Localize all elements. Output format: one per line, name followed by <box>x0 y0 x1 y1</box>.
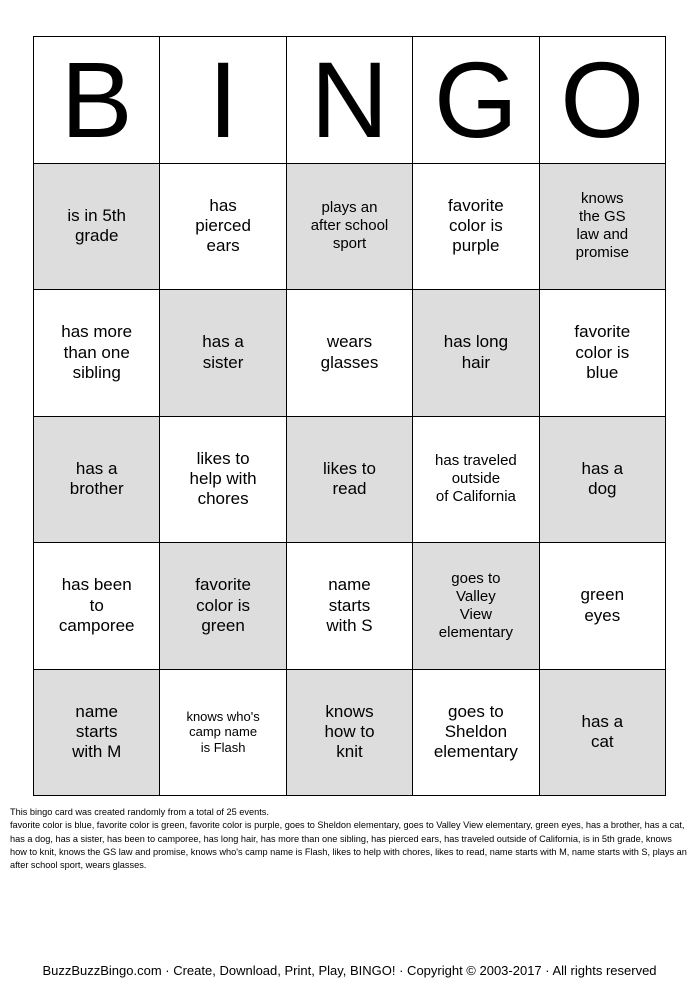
card-info-events: favorite color is blue, favorite color is green, favorite color is purple, goes to Sheldon elementary, goes to Valley View elementary, green eyes, has a brother, has a cat, has a dog, has a sister, has been to camporee, has long hair, has more than one sibling, has pierced ears, has traveled outside of California, is in 5th grade, knows how to knit, knows the GS law and promise, knows who's camp name is Flash, likes to help with chores, likes to read, name starts with M, name starts with S, plays an after school sport, wears glasses. <box>10 820 687 871</box>
bingo-cell: has a brother <box>34 417 160 544</box>
bingo-cell: has been to camporee <box>34 543 160 670</box>
card-info-summary: This bingo card was created randomly from a total of 25 events. <box>10 807 269 817</box>
bingo-cell: name starts with M <box>34 670 160 797</box>
bingo-cell: name starts with S <box>287 543 413 670</box>
bingo-cell: has traveled outside of California <box>413 417 539 544</box>
bingo-cell: favorite color is purple <box>413 164 539 291</box>
card-info <box>10 806 690 873</box>
header-letter-n: N <box>287 37 413 164</box>
site-footer: BuzzBuzzBingo.com · Create, Download, Print, Play, BINGO! · Copyright © 2003-2017 · All rights reserved <box>42 963 657 978</box>
bingo-cell: likes to help with chores <box>160 417 286 544</box>
bingo-cell: is in 5th grade <box>34 164 160 291</box>
bingo-cell: goes to Valley View elementary <box>413 543 539 670</box>
bingo-cell: knows the GS law and promise <box>540 164 666 291</box>
bingo-cell: has a dog <box>540 417 666 544</box>
bingo-cell: has long hair <box>413 290 539 417</box>
bingo-cell: has a sister <box>160 290 286 417</box>
bingo-cell: favorite color is green <box>160 543 286 670</box>
bingo-card <box>33 36 666 796</box>
header-letter-b: B <box>34 37 160 164</box>
header-letter-o: O <box>540 37 666 164</box>
bingo-cell: knows how to knit <box>287 670 413 797</box>
bingo-cell: likes to read <box>287 417 413 544</box>
bingo-cell: knows who's camp name is Flash <box>160 670 286 797</box>
header-letter-g: G <box>413 37 539 164</box>
bingo-cell: wears glasses <box>287 290 413 417</box>
bingo-cell: has a cat <box>540 670 666 797</box>
bingo-cell: goes to Sheldon elementary <box>413 670 539 797</box>
bingo-cell: favorite color is blue <box>540 290 666 417</box>
bingo-cell: green eyes <box>540 543 666 670</box>
bingo-cell: has pierced ears <box>160 164 286 291</box>
header-letter-i: I <box>160 37 286 164</box>
bingo-cell: plays an after school sport <box>287 164 413 291</box>
bingo-cell: has more than one sibling <box>34 290 160 417</box>
